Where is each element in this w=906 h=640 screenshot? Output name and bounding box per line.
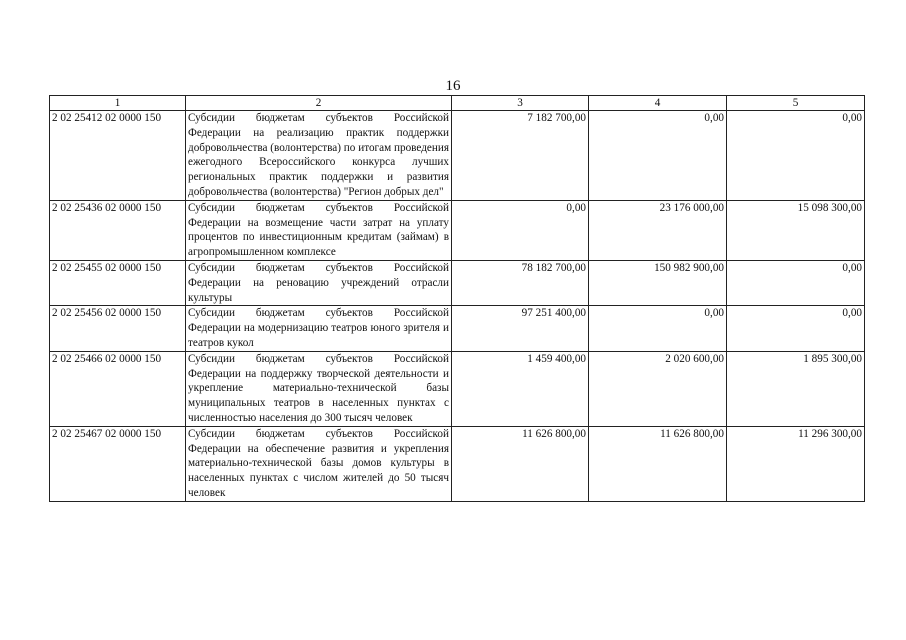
budget-table xyxy=(49,95,865,502)
amount-col3-cell: 11 626 800,00 xyxy=(452,426,589,501)
amount-col4-cell: 23 176 000,00 xyxy=(589,200,727,260)
description-cell: Субсидии бюджетам субъектов Российской Федерации на модернизацию театров юного зрителя и театров кукол xyxy=(186,306,452,351)
page-number: 16 xyxy=(445,78,461,94)
amount-col3-cell: 78 182 700,00 xyxy=(452,260,589,305)
table-row xyxy=(50,426,865,501)
table-row xyxy=(50,306,865,351)
budget-code-cell: 2 02 25466 02 0000 150 xyxy=(50,351,186,426)
amount-col4-cell: 2 020 600,00 xyxy=(589,351,727,426)
amount-col4-cell: 11 626 800,00 xyxy=(589,426,727,501)
budget-code-cell: 2 02 25467 02 0000 150 xyxy=(50,426,186,501)
description-cell: Субсидии бюджетам субъектов Российской Федерации на обеспечение развития и укрепления материально-технической базы домов культуры в населенных пунктах с числом жителей до 50 тысяч человек xyxy=(186,426,452,501)
budget-code-cell: 2 02 25456 02 0000 150 xyxy=(50,306,186,351)
table-row xyxy=(50,111,865,201)
amount-col5-cell: 15 098 300,00 xyxy=(727,200,865,260)
amount-col5-cell: 1 895 300,00 xyxy=(727,351,865,426)
column-header-5: 5 xyxy=(727,96,865,111)
amount-col4-cell: 0,00 xyxy=(589,306,727,351)
column-header-1: 1 xyxy=(50,96,186,111)
amount-col4-cell: 150 982 900,00 xyxy=(589,260,727,305)
amount-col3-cell: 0,00 xyxy=(452,200,589,260)
description-cell: Субсидии бюджетам субъектов Российской Федерации на возмещение части затрат на уплату процентов по инвестиционным кредитам (займам) в агропромышленном комплексе xyxy=(186,200,452,260)
description-cell: Субсидии бюджетам субъектов Российской Федерации на реновацию учреждений отрасли культуры xyxy=(186,260,452,305)
amount-col3-cell: 7 182 700,00 xyxy=(452,111,589,201)
column-header-2: 2 xyxy=(186,96,452,111)
amount-col3-cell: 97 251 400,00 xyxy=(452,306,589,351)
amount-col5-cell: 0,00 xyxy=(727,260,865,305)
table-row xyxy=(50,260,865,305)
amount-col5-cell: 0,00 xyxy=(727,111,865,201)
amount-col5-cell: 0,00 xyxy=(727,306,865,351)
budget-code-cell: 2 02 25412 02 0000 150 xyxy=(50,111,186,201)
table-row xyxy=(50,351,865,426)
budget-code-cell: 2 02 25436 02 0000 150 xyxy=(50,200,186,260)
table-row xyxy=(50,200,865,260)
amount-col4-cell: 0,00 xyxy=(589,111,727,201)
description-cell: Субсидии бюджетам субъектов Российской Федерации на поддержку творческой деятельности и укрепление материально-технической базы муниципальных театров в населенных пунктах с численностью населения до 300 тысяч человек xyxy=(186,351,452,426)
table-header-row xyxy=(50,96,865,111)
description-cell: Субсидии бюджетам субъектов Российской Федерации на реализацию практик поддержки добровольчества (волонтерства) по итогам проведения ежегодного Всероссийского конкурса лучших региональных практик поддержки и развития добровольчества (волонтерства) "Регион добрых дел" xyxy=(186,111,452,201)
amount-col5-cell: 11 296 300,00 xyxy=(727,426,865,501)
column-header-4: 4 xyxy=(589,96,727,111)
amount-col3-cell: 1 459 400,00 xyxy=(452,351,589,426)
budget-code-cell: 2 02 25455 02 0000 150 xyxy=(50,260,186,305)
column-header-3: 3 xyxy=(452,96,589,111)
